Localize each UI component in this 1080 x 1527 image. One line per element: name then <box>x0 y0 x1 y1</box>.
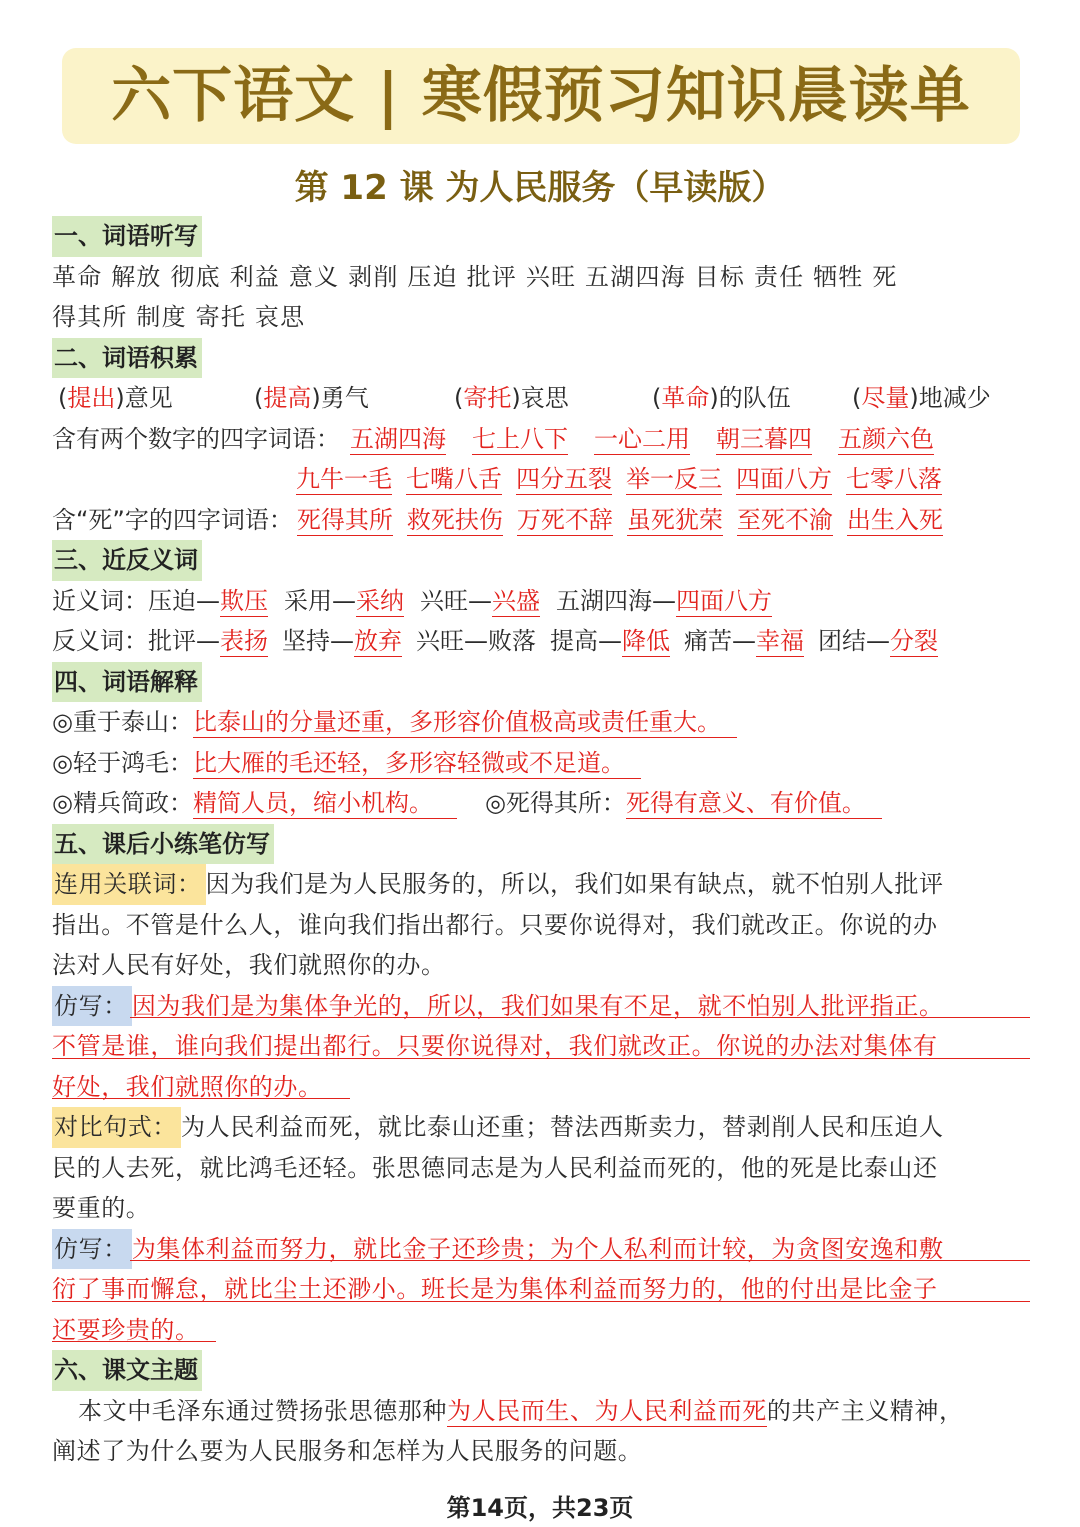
section-heading: 二、词语积累 <box>52 338 202 379</box>
idiom-answer: 四面八方 <box>736 465 832 493</box>
antonyms-label: 反义词： <box>52 627 148 655</box>
antonym-answer: 表扬 <box>220 627 268 655</box>
contrast-tag: 对比句式： <box>52 1107 181 1148</box>
synonym-answer: 欺压 <box>220 586 268 615</box>
definition-item <box>52 743 1032 784</box>
theme-line <box>52 1391 1032 1432</box>
paragraph-line <box>52 1107 1032 1148</box>
imitation-text: 因为我们是为集体争光的，所以，我们如果有不足，就不怕别人批评指正。 <box>131 991 944 1020</box>
imitation-tag: 仿写： <box>52 986 132 1027</box>
imitation-tag: 仿写： <box>52 1229 132 1270</box>
imitation-line <box>52 1269 1032 1310</box>
idiom-answer: 万死不辞 <box>516 505 613 534</box>
death-idioms-label: 含“死”字的四字词语： <box>52 505 293 534</box>
idiom-answer: 七嘴八舌 <box>406 465 502 493</box>
theme-text: 本文中毛泽东通过赞扬张思德那种 <box>78 1396 447 1425</box>
fill-text: 哀思 <box>520 384 569 412</box>
imitation-line <box>52 1229 1032 1270</box>
section-heading: 六、课文主题 <box>52 1350 202 1391</box>
theme-text: 的共产主义精神， <box>766 1396 964 1425</box>
pair-word: 兴旺—败落 <box>416 627 536 655</box>
section-heading: 一、词语听写 <box>52 216 202 257</box>
theme-answer: 为人民而生、为人民利益而死 <box>447 1396 767 1425</box>
pair-word: 提高— <box>550 627 622 655</box>
conjunction-tag: 连用关联词： <box>52 864 206 905</box>
pair-word: 压迫— <box>148 586 220 615</box>
idiom-answer: 一心二用 <box>594 424 690 453</box>
antonym-answer: 幸福 <box>756 627 804 655</box>
definition-text: 比泰山的分量还重，多形容价值极高或责任重大。 <box>193 707 737 738</box>
idiom-answer: 朝三暮四 <box>716 424 812 453</box>
definition-term: ◎精兵简政： <box>52 789 193 817</box>
synonym-answer: 采纳 <box>356 586 404 615</box>
theme-line: 阐述了为什么要为人民服务和怎样为人民服务的问题。 <box>52 1437 643 1465</box>
idiom-answer: 至死不渝 <box>736 505 833 534</box>
section-heading: 四、词语解释 <box>52 662 202 703</box>
section-heading: 五、课后小练笔仿写 <box>52 824 274 865</box>
lesson-subtitle: 第 12 课 为人民服务（早读版） <box>294 168 786 208</box>
imitation-text: 不管是谁，谁向我们提出都行。只要你说得对，我们就改正。你说的办法对集体有 <box>52 1032 938 1060</box>
paragraph-line: 民的人去死，就比鸿毛还轻。张思德同志是为人民利益而死的，他的死是比泰山还 <box>52 1153 938 1182</box>
pair-word: 兴旺— <box>420 586 492 615</box>
synonym-answer: 四面八方 <box>676 586 772 615</box>
death-idioms-row <box>52 500 1032 541</box>
antonym-answer: 降低 <box>622 627 670 655</box>
fill-text: 意见 <box>124 384 173 412</box>
fill-text: 勇气 <box>320 384 369 412</box>
fill-answer: 寄托 <box>463 384 512 412</box>
antonyms-row <box>52 621 1032 662</box>
idiom-answer: 四分五裂 <box>516 465 612 493</box>
idiom-answer: 死得其所 <box>296 505 393 534</box>
idiom-answer: 出生入死 <box>846 505 943 534</box>
idiom-answer: 九牛一毛 <box>296 465 392 493</box>
idiom-answer: 五湖四海 <box>350 424 446 453</box>
paragraph-line <box>52 864 1032 905</box>
definition-item <box>52 702 1032 743</box>
fill-text: 的队伍 <box>718 384 791 412</box>
imitation-line <box>52 1026 1032 1067</box>
definition-item <box>52 783 1032 824</box>
imitation-text: 衍了事而懈怠，就比尘土还渺小。班长是为集体利益而努力的，他的付出是比金子 <box>52 1275 938 1303</box>
fill-text: 地减少 <box>918 384 991 412</box>
imitation-line <box>52 1067 1032 1108</box>
antonym-answer: 放弃 <box>354 627 402 655</box>
idiom-answer: 七零八落 <box>846 465 942 493</box>
idiom-answer: 虽死犹荣 <box>626 505 723 534</box>
pair-word: 坚持— <box>282 627 354 655</box>
pair-word: 痛苦— <box>684 627 756 655</box>
idiom-answer: 五颜六色 <box>838 424 934 453</box>
idiom-answer: 举一反三 <box>626 465 722 493</box>
idiom-answer: 救死扶伤 <box>406 505 503 534</box>
imitation-line <box>52 1310 1032 1351</box>
definition-term: ◎死得其所： <box>484 789 626 817</box>
fill-answer: 提出 <box>67 384 116 412</box>
pair-word: 五湖四海— <box>556 586 676 615</box>
page-number: 第14页，共23页 <box>446 1494 634 1522</box>
imitation-text: 为集体利益而努力，就比金子还珍贵；为个人私利而计较，为贪图安逸和敷 <box>131 1234 944 1263</box>
paragraph-line: 要重的。 <box>52 1194 151 1222</box>
paragraph-text: 为人民利益而死，就比泰山还重；替法西斯卖力，替剥削人民和压迫人 <box>181 1113 944 1141</box>
imitation-text: 还要珍贵的。 <box>52 1315 200 1344</box>
synonym-answer: 兴盛 <box>492 586 540 615</box>
idiom-answer: 七上八下 <box>472 424 568 453</box>
section-heading: 三、近反义词 <box>52 540 202 581</box>
synonyms-label: 近义词： <box>52 586 148 615</box>
paragraph-text: 因为我们是为人民服务的，所以，我们如果有缺点，就不怕别人批评 <box>205 870 944 898</box>
dictation-words: 得其所 制度 寄托 哀思 <box>52 303 306 331</box>
definition-text: 比大雁的毛还轻，多形容轻微或不足道。 <box>193 748 641 779</box>
paragraph-line: 法对人民有好处，我们就照你的办。 <box>52 951 446 979</box>
content <box>52 216 1032 1472</box>
fill-answer: 尽量 <box>861 384 910 412</box>
fill-answer: 革命 <box>661 384 710 412</box>
paragraph-line: 指出。不管是什么人，谁向我们指出都行。只要你说得对，我们就改正。你说的办 <box>52 910 938 939</box>
definition-term: ◎轻于鸿毛： <box>52 748 193 777</box>
page-title: 六下语文 | 寒假预习知识晨读单 <box>111 61 971 131</box>
number-idioms-label: 含有两个数字的四字词语： <box>52 424 340 453</box>
pair-word: 批评— <box>148 627 220 655</box>
fill-answer: 提高 <box>263 384 312 412</box>
synonyms-row <box>52 581 1032 622</box>
definition-text: 死得有意义、有价值。 <box>626 788 882 819</box>
definition-term: ◎重于泰山： <box>52 708 193 736</box>
number-idioms-row <box>52 419 1032 460</box>
definition-text: 精简人员，缩小机构。 <box>193 788 457 819</box>
dictation-words: 革命 解放 彻底 利益 意义 剥削 压迫 批评 兴旺 五湖四海 目标 责任 牺牲 死 <box>52 262 898 291</box>
imitation-line <box>52 986 1032 1027</box>
pair-word: 采用— <box>284 586 356 615</box>
fill-blanks-row: (提出)意见 (提高)勇气 (寄托)哀思 (革命)的队伍 (尽量)地减少 <box>58 384 991 412</box>
imitation-text: 好处，我们就照你的办。 <box>52 1072 323 1101</box>
pair-word: 团结— <box>818 627 890 655</box>
antonym-answer: 分裂 <box>890 627 938 655</box>
number-idioms-row <box>52 459 1032 500</box>
